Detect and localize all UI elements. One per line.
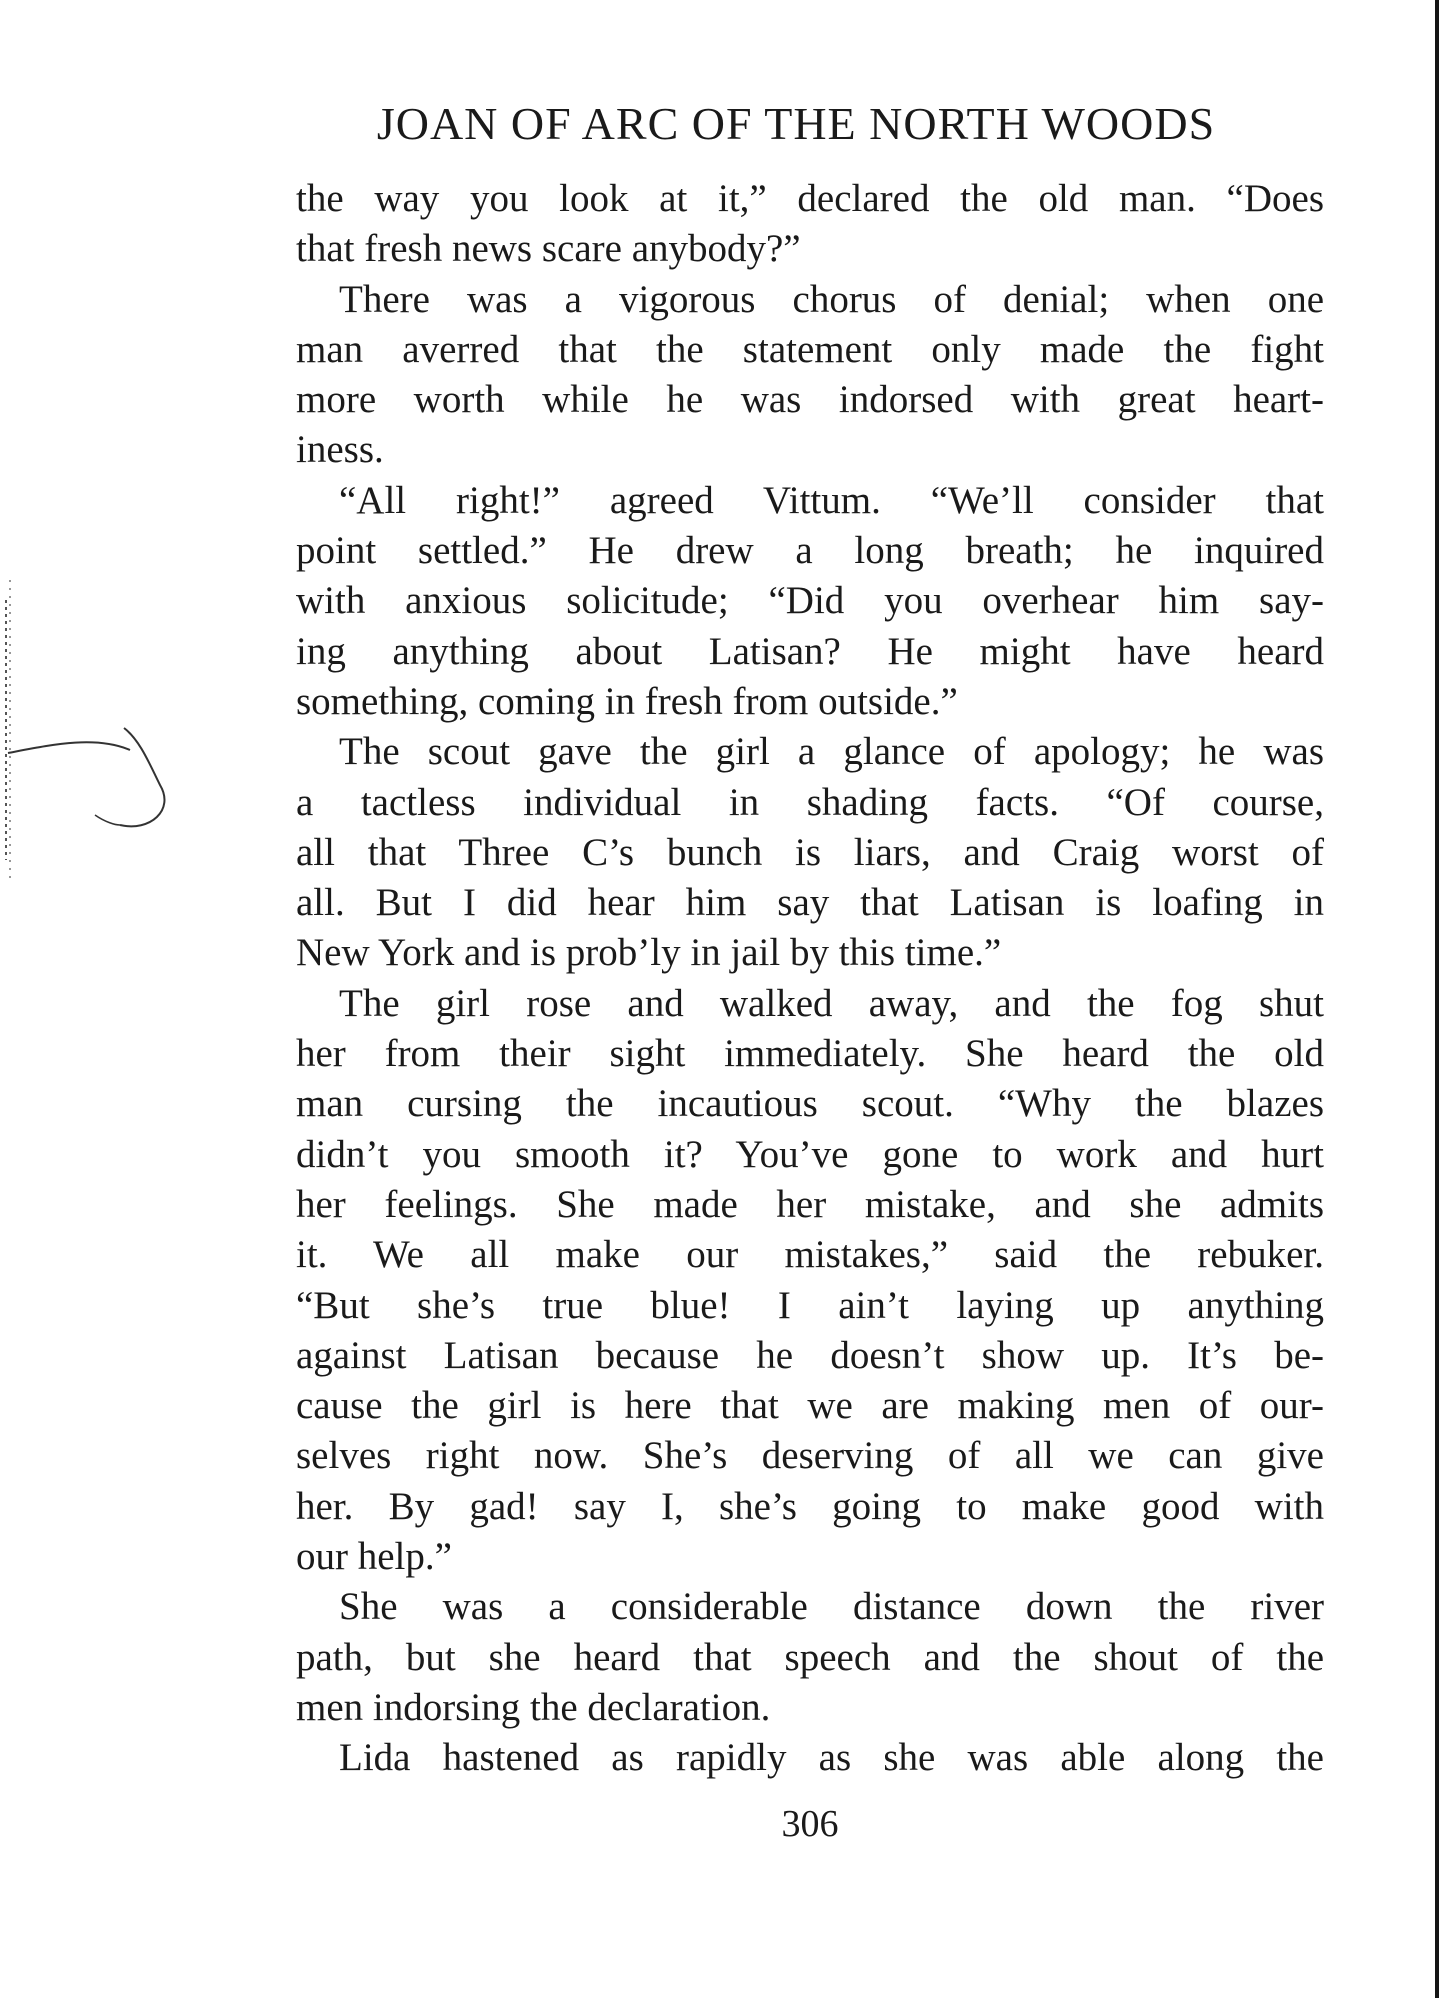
binding-thread-mark (0, 560, 200, 890)
text-line: selves right now. She’s deserving of all we can give (296, 1434, 1324, 1478)
text-line: with anxious solicitude; “Did you overhear him say- (296, 579, 1324, 623)
text-line: iness. (296, 428, 384, 472)
text-line: the way you look at it,” declared the old man. “Does (296, 177, 1324, 220)
text-line: point settled.” He drew a long breath; he inquired (296, 529, 1324, 573)
text-line: all that Three C’s bunch is liars, and Craig worst of (296, 830, 1324, 874)
text-line: a tactless individual in shading facts. “Of course, (296, 780, 1324, 824)
text-line: her. By gad! say I, she’s going to make good with (296, 1484, 1324, 1528)
text-line: man averred that the statement only made the fight (296, 327, 1324, 371)
text-line: The scout gave the girl a glance of apology; he was (339, 730, 1324, 774)
text-line: Lida hastened as rapidly as she was able along the (339, 1736, 1324, 1780)
text-line: New York and is prob’ly in jail by this time.” (296, 931, 1002, 975)
text-line: men indorsing the declaration. (296, 1685, 771, 1729)
text-line: that fresh news scare anybody?” (296, 227, 801, 271)
text-line: man cursing the incautious scout. “Why the blazes (296, 1082, 1324, 1126)
text-line: her feelings. She made her mistake, and she admits (296, 1182, 1324, 1226)
running-head: JOAN OF ARC OF THE NORTH WOODS (376, 98, 1216, 149)
text-line: path, but she heard that speech and the shout of the (296, 1635, 1324, 1679)
text-line: The girl rose and walked away, and the fog shut (339, 981, 1324, 1025)
text-line: didn’t you smooth it? You’ve gone to work and hurt (296, 1132, 1324, 1176)
text-line: “But she’s true blue! I ain’t laying up anything (296, 1283, 1324, 1327)
page-number: 306 (781, 1803, 839, 1845)
text-line: “All right!” agreed Vittum. “We’ll consider that (339, 478, 1324, 522)
body-text (296, 174, 1324, 1784)
text-line: cause the girl is here that we are making men of our- (296, 1384, 1324, 1428)
text-line: her from their sight immediately. She heard the old (296, 1032, 1324, 1076)
text-line: more worth while he was indorsed with great heart- (296, 378, 1324, 422)
text-line: all. But I did hear him say that Latisan is loafing in (296, 881, 1324, 925)
text-line: our help.” (296, 1535, 452, 1579)
text-line: She was a considerable distance down the river (339, 1585, 1324, 1629)
text-line: ing anything about Latisan? He might have heard (296, 629, 1324, 673)
text-line: against Latisan because he doesn’t show up. It’s be- (296, 1333, 1324, 1377)
page-edge-rule (1435, 0, 1439, 1998)
text-line: something, coming in fresh from outside.” (296, 679, 958, 723)
text-line: it. We all make our mistakes,” said the rebuker. (296, 1233, 1324, 1277)
text-line: There was a vigorous chorus of denial; when one (339, 277, 1324, 321)
